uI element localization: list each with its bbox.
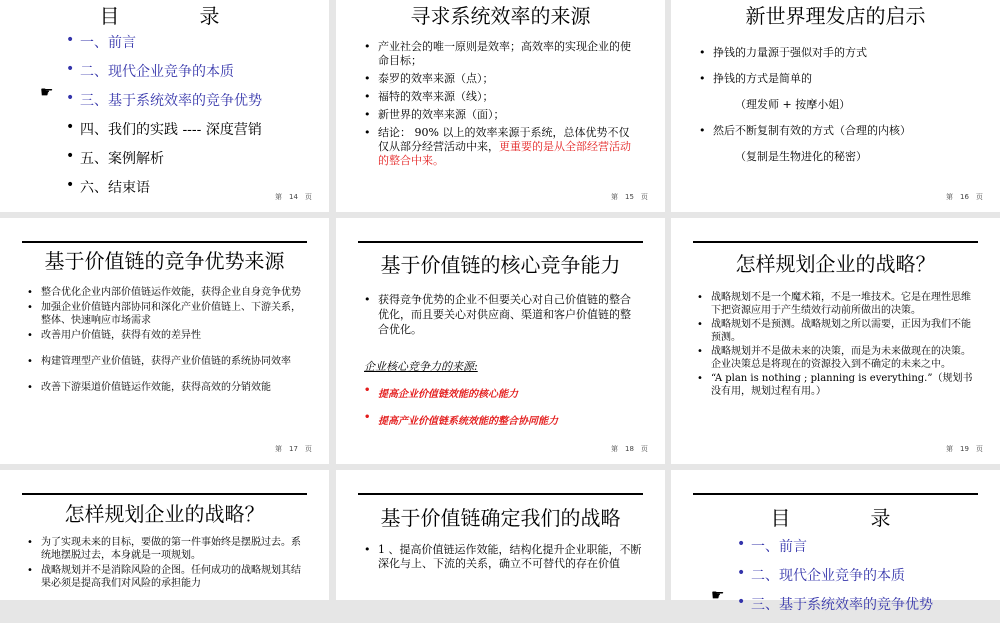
bullet-item: • 整合优化企业内部价值链运作效能，获得企业自身竞争优势 bbox=[27, 286, 302, 299]
title-rule bbox=[358, 493, 643, 495]
bullet-list bbox=[697, 291, 979, 399]
page-number: 第 16 页 bbox=[946, 193, 983, 201]
toc-item[interactable]: • 三、基于系统效率的竞争优势 bbox=[66, 90, 262, 110]
slide-title: 怎样规划企业的战略？ bbox=[735, 252, 936, 276]
red-bullet-list bbox=[364, 385, 558, 427]
page-number: 第 17 页 bbox=[275, 445, 312, 453]
toc-list bbox=[737, 536, 933, 623]
bullet-item: • 构建管理型产业价值链，获得产业价值链的系统协同效率 bbox=[27, 355, 302, 368]
toc-item[interactable]: • 六、结束语 bbox=[66, 177, 262, 197]
bullet-list bbox=[364, 543, 649, 572]
slide-22[interactable] bbox=[671, 470, 1000, 613]
page-number: 第 15 页 bbox=[611, 193, 648, 201]
bullet-item: • 战略规划并不是消除风险的企图。任何成功的战略规划其结果必须是提高我们对风险的承担能力 bbox=[27, 564, 309, 590]
bullet-item: • 产业社会的唯一原则是效率；高效率的实现企业的使命目标； bbox=[364, 40, 639, 68]
bullet-item: • 为了实现未来的目标，要做的第一件事始终是摆脱过去。系统地摆脱过去，本身就是一项规划。 bbox=[27, 536, 309, 562]
slide-title: 新世界理发店的启示 bbox=[745, 4, 926, 28]
bullet-subitem: （理发师 + 按摩小姐） bbox=[735, 98, 851, 111]
toc-item[interactable]: • 二、现代企业竞争的本质 bbox=[737, 565, 933, 585]
bullet-item: • 改善下游渠道价值链运作效能，获得高效的分销效能 bbox=[27, 381, 302, 394]
toc-item[interactable]: • 二、现代企业竞争的本质 bbox=[66, 61, 262, 81]
bullet-item: • 福特的效率来源（线）； bbox=[364, 90, 639, 104]
toc-item[interactable]: • 五、案例解析 bbox=[66, 148, 262, 168]
bullet-list bbox=[364, 40, 639, 169]
title-rule bbox=[22, 493, 307, 495]
page-number: 第 19 页 bbox=[946, 445, 983, 453]
slide-title: 目 录 bbox=[99, 4, 220, 28]
bullet-list bbox=[364, 292, 639, 338]
bullet-list bbox=[27, 536, 309, 591]
toc-item[interactable]: • 一、前言 bbox=[737, 536, 933, 556]
conclusion-text: 结论： 90% 以上的效率来源于系统，总体优势不仅仅从部分经营活动中来， bbox=[378, 126, 630, 153]
bullet-item: • 战略规划不是预测。战略规划之所以需要，正因为我们不能预测。 bbox=[697, 318, 979, 344]
title-rule bbox=[22, 241, 307, 243]
slide-19[interactable] bbox=[671, 218, 1000, 464]
slide-16[interactable] bbox=[671, 0, 1000, 212]
bullet-item: • 新世界的效率来源（面）； bbox=[364, 108, 639, 122]
slide-14[interactable] bbox=[0, 0, 329, 212]
title-rule bbox=[693, 241, 978, 243]
slide-title: 基于价值链确定我们的战略 bbox=[380, 506, 621, 530]
bullet-item: • 战略规划不是一个魔术箱，不是一堆技术。它是在理性思维下把资源应用于产生绩效行动前所做出的决策。 bbox=[697, 291, 979, 317]
bullet-list bbox=[27, 286, 302, 395]
toc-list bbox=[66, 32, 262, 206]
toc-item[interactable]: • 三、基于系统效率的竞争优势 bbox=[737, 594, 933, 614]
hand-pointer-icon: ☛ bbox=[711, 586, 725, 604]
bullet-subitem: （复制是生物进化的秘密） bbox=[735, 150, 867, 163]
bullet-item: • 然后不断复制有效的方式（合理的内核） bbox=[699, 124, 989, 138]
page-number: 第 18 页 bbox=[611, 445, 648, 453]
toc-item[interactable]: • 四、我们的实践 ---- 深度营销 bbox=[66, 119, 262, 139]
slide-18[interactable] bbox=[336, 218, 665, 464]
conclusion-highlight: 更重要的是从全部经营活动的整合中来。 bbox=[378, 140, 631, 167]
bullet-item: • 泰罗的效率来源（点）； bbox=[364, 72, 639, 86]
page-number: 第 14 页 bbox=[275, 193, 312, 201]
bullet-item: • 战略规划并不是做未来的决策，而是为未来做现在的决策。企业决策总是将现在的资源投入到不确定的未来之中。 bbox=[697, 345, 979, 371]
bullet-list bbox=[699, 46, 989, 165]
bullet-item: • 改善用户价值链，获得有效的差异性 bbox=[27, 329, 302, 342]
slide-17[interactable] bbox=[0, 218, 329, 464]
title-rule bbox=[693, 493, 978, 495]
slide-15[interactable] bbox=[336, 0, 665, 212]
slide-title: 基于价值链的核心竞争能力 bbox=[380, 253, 621, 277]
bullet-item: • 挣钱的方式是简单的 bbox=[699, 72, 989, 86]
slide-title: 怎样规划企业的战略？ bbox=[64, 502, 265, 526]
bullet-item: • 挣钱的力量源于强似对手的方式 bbox=[699, 46, 989, 60]
title-rule bbox=[358, 241, 643, 243]
source-label: 企业核心竞争力的来源: bbox=[364, 360, 478, 373]
bullet-item: • 加强企业价值链内部协同和深化产业价值链上、下游关系，整体、快速响应市场需求 bbox=[27, 301, 302, 327]
slide-title: 寻求系统效率的来源 bbox=[410, 4, 591, 28]
bullet-item: • 1 、提高价值链运作效能，结构化提升企业职能，不断深化与上、下流的关系，确立不可替代的存在价值 bbox=[364, 543, 649, 571]
slide-title: 基于价值链的竞争优势来源 bbox=[44, 249, 285, 273]
slide-title: 目 录 bbox=[770, 506, 891, 530]
bullet-item: • 获得竞争优势的企业不但要关心对自己价值链的整合优化，而且要关心对供应商、渠道和客户价值链的整合优化。 bbox=[364, 292, 639, 337]
slide-21[interactable] bbox=[336, 470, 665, 600]
bullet-item-conclusion bbox=[364, 126, 639, 168]
toc-item[interactable]: • 一、前言 bbox=[66, 32, 262, 52]
hand-pointer-icon: ☛ bbox=[40, 83, 54, 101]
red-bullet-item: • 提高企业价值链效能的核心能力 bbox=[364, 385, 558, 400]
bullet-item: • “A plan is nothing ; planning is everything.”（规划书没有用，规划过程有用。） bbox=[697, 372, 979, 398]
red-bullet-item: • 提高产业价值链系统效能的整合协同能力 bbox=[364, 412, 558, 427]
slide-20[interactable] bbox=[0, 470, 329, 600]
